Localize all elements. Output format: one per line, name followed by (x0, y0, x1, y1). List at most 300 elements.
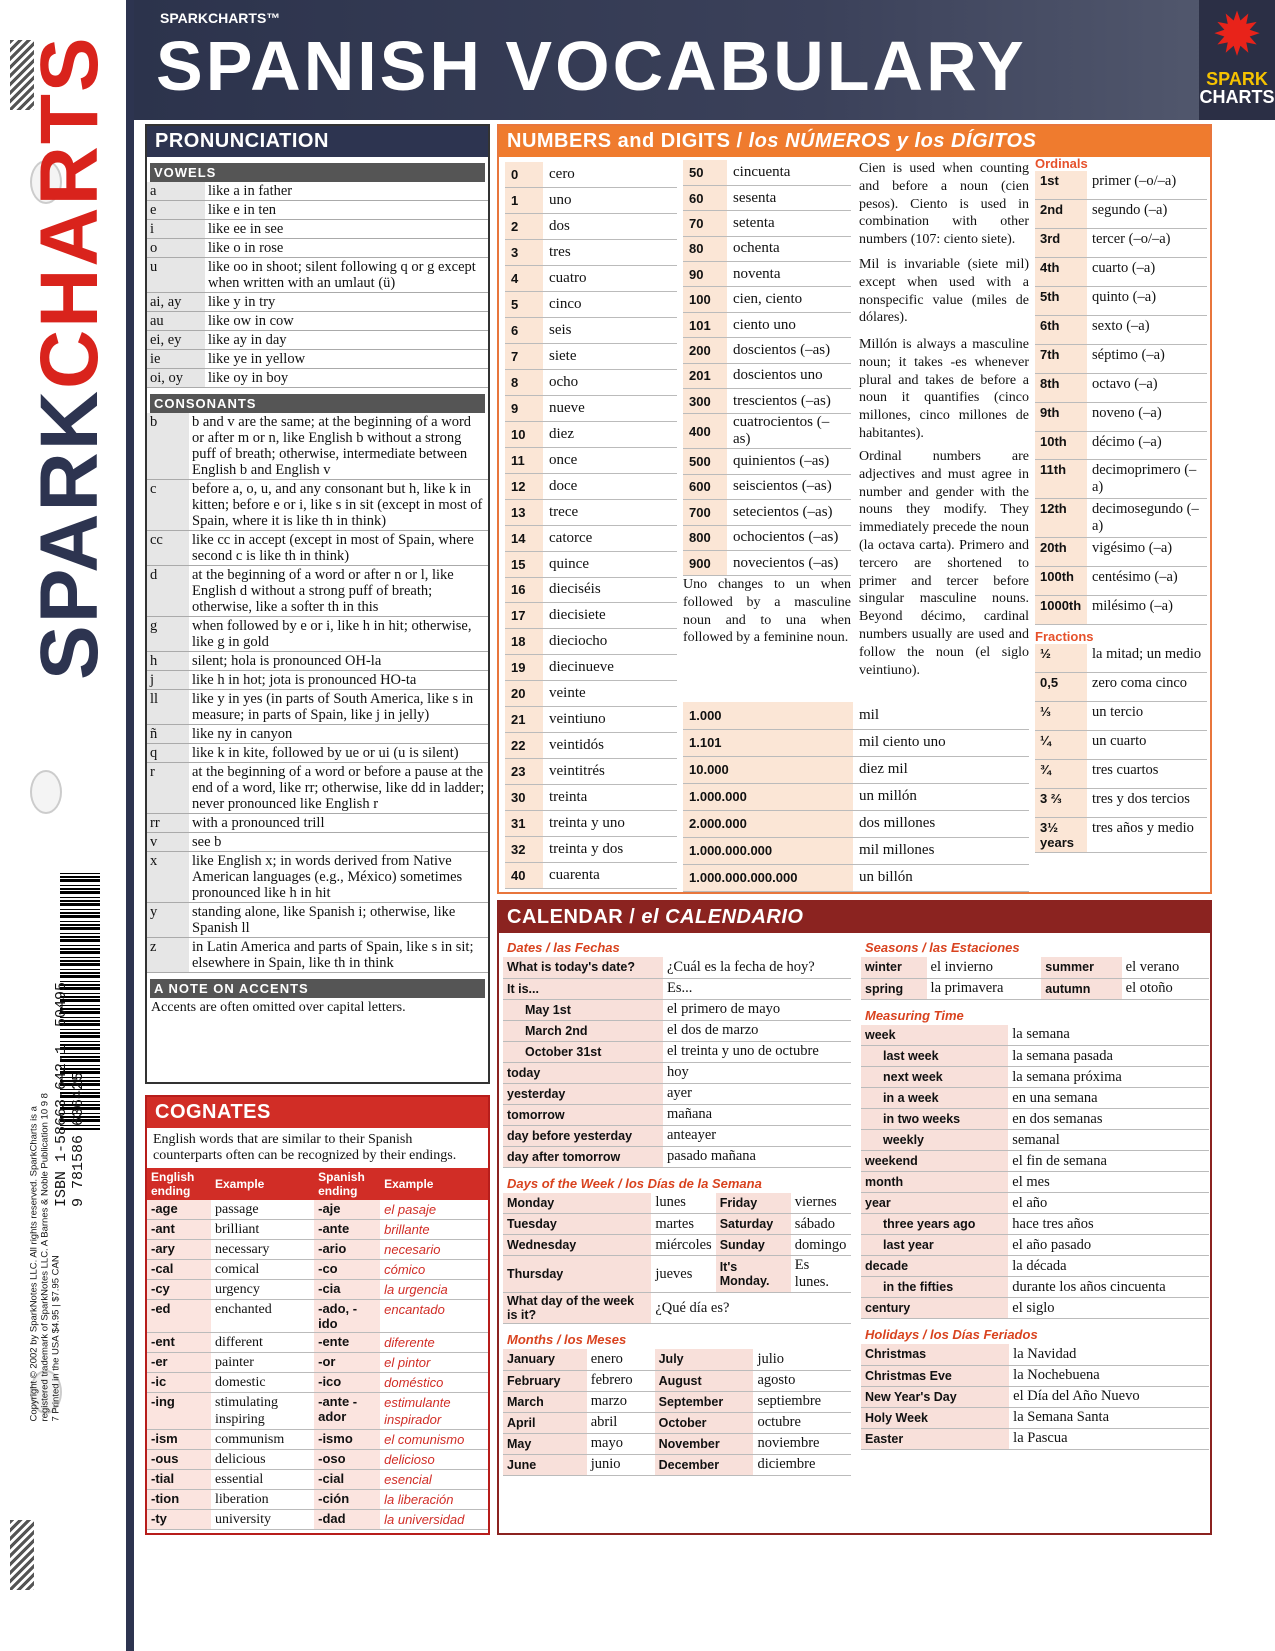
term: 19 (505, 655, 543, 681)
translation: cuatro (543, 266, 677, 292)
column-header: Example (380, 1168, 488, 1200)
term: ll (147, 690, 189, 725)
term: rr (147, 814, 189, 833)
term: ½ (1035, 644, 1087, 673)
dates-table (503, 957, 851, 1168)
translation: once (543, 447, 677, 473)
english-example: different (211, 1333, 314, 1353)
translation: like e in ten (205, 201, 488, 220)
spanish-ending: -cial (314, 1470, 380, 1490)
term: July (655, 1349, 754, 1370)
translation: cuarenta (543, 862, 677, 888)
number-row (505, 162, 677, 188)
translation: la década (1008, 1256, 1209, 1277)
translation: semanal (1008, 1130, 1209, 1151)
term: weekly (861, 1130, 1008, 1151)
spanish-ending: -ente (314, 1333, 380, 1353)
translation: domingo (791, 1235, 851, 1256)
english-ending: -ary (147, 1240, 211, 1260)
cognate-row (147, 1373, 488, 1393)
vertical-brand: SPARKCHARTS (24, 35, 115, 680)
measure-row (861, 1025, 1209, 1046)
large-numbers-table (683, 702, 1029, 892)
term: March (503, 1391, 587, 1412)
spanish-ending: -ante (314, 1220, 380, 1240)
isbn: ISBN 1-58663-642-1 50495 9 781586 636425 (53, 981, 87, 1207)
term: Christmas Eve (861, 1365, 1009, 1386)
fractions-title: Fractions (1035, 629, 1094, 645)
spanish-example: el comunismo (380, 1430, 488, 1450)
translation: sexto (–a) (1087, 315, 1207, 344)
term: au (147, 312, 205, 331)
date-row (503, 999, 851, 1020)
english-ending: -age (147, 1200, 211, 1220)
translation: doscientos uno (727, 363, 851, 388)
term: 101 (683, 312, 727, 337)
translation: quinto (–a) (1087, 287, 1207, 316)
ordinal-row (1035, 315, 1207, 344)
translation: mil millones (853, 837, 1029, 864)
holiday-row (861, 1344, 1209, 1365)
day-row (503, 1256, 851, 1293)
translation: ocho (543, 370, 677, 396)
term: 3½ years (1035, 817, 1087, 852)
number-row (683, 756, 1029, 783)
translation: la mitad; un medio (1087, 644, 1207, 673)
number-row (505, 318, 677, 344)
term: 800 (683, 525, 727, 550)
english-ending: -ing (147, 1393, 211, 1430)
translation: el siglo (1008, 1298, 1209, 1319)
translation: ochocientos (–as) (727, 525, 851, 550)
cognate-row (147, 1240, 488, 1260)
term: 11 (505, 447, 543, 473)
ordinals-panel (1035, 156, 1207, 853)
translation: veintidós (543, 733, 677, 759)
number-row (683, 864, 1029, 891)
term: 0,5 (1035, 673, 1087, 702)
cognates-section (145, 1095, 490, 1535)
term: Holy Week (861, 1407, 1009, 1428)
number-row (683, 262, 851, 287)
translation: tres (543, 240, 677, 266)
cognate-row (147, 1450, 488, 1470)
translation: trece (543, 499, 677, 525)
translation: like y in try (205, 293, 488, 312)
translation: febrero (587, 1370, 655, 1391)
vowel-row (147, 239, 488, 258)
measure-row (861, 1067, 1209, 1088)
number-row (683, 525, 851, 550)
number-row (505, 395, 677, 421)
english-example: domestic (211, 1373, 314, 1393)
translation: julio (753, 1349, 851, 1370)
term: j (147, 671, 189, 690)
spanish-ending: -ción (314, 1490, 380, 1510)
number-row (505, 655, 677, 681)
spine-rule (126, 0, 134, 1651)
logo-text: CHARTS (1199, 87, 1275, 107)
translation: like ny in canyon (189, 725, 488, 744)
spanish-example: encantado (380, 1300, 488, 1333)
number-row (683, 729, 1029, 756)
calendar-section (497, 900, 1212, 1535)
vowels-table (147, 182, 488, 388)
translation: cero (543, 162, 677, 188)
translation: tres y dos tercios (1087, 789, 1207, 818)
translation: el primero de mayo (663, 999, 851, 1020)
ordinal-row (1035, 373, 1207, 402)
translation: at the beginning of a word or after n or l, like English d without a strong puff of breath; otherwise, like a softer th in this (189, 566, 488, 617)
translation: ¿Cuál es la fecha de hoy? (663, 957, 851, 978)
spanish-example: la urgencia (380, 1280, 488, 1300)
translation: el otoño (1122, 978, 1209, 999)
number-row (505, 240, 677, 266)
term: 40 (505, 862, 543, 888)
term: tomorrow (503, 1104, 663, 1125)
number-row (505, 810, 677, 836)
term: 300 (683, 389, 727, 414)
term: What day of the week is it? (503, 1293, 651, 1324)
term: 600 (683, 474, 727, 499)
translation: see b (189, 833, 488, 852)
term: It is... (503, 978, 663, 999)
spanish-ending: -oso (314, 1450, 380, 1470)
term: 10 (505, 421, 543, 447)
consonants-table (147, 413, 488, 973)
ordinal-row (1035, 258, 1207, 287)
term: 2 (505, 214, 543, 240)
term: Sunday (716, 1235, 791, 1256)
subsection-title: A NOTE ON ACCENTS (150, 979, 485, 998)
header (134, 0, 1275, 120)
days-table (503, 1193, 851, 1325)
number-row (683, 236, 851, 261)
term: New Year's Day (861, 1386, 1009, 1407)
translation: el verano (1122, 957, 1209, 978)
translation: octubre (753, 1412, 851, 1433)
number-row (505, 473, 677, 499)
translation: ochenta (727, 236, 851, 261)
term: spring (861, 978, 927, 999)
english-example: comical (211, 1260, 314, 1280)
translation: la semana próxima (1008, 1067, 1209, 1088)
translation: viernes (791, 1193, 851, 1214)
term: ¼ (1035, 731, 1087, 760)
term: oi, oy (147, 369, 205, 388)
translation: tercer (–o/–a) (1087, 229, 1207, 258)
term: Saturday (716, 1214, 791, 1235)
note-cien: Cien is used when counting and before a noun (cien pesos). Ciento is used in combination with other numbers (107: ciento siete). (859, 161, 1029, 248)
term: ¾ (1035, 760, 1087, 789)
translation: siete (543, 344, 677, 370)
translation: ciento uno (727, 312, 851, 337)
term: day before yesterday (503, 1125, 663, 1146)
term: October (655, 1412, 754, 1433)
consonant-row (147, 652, 488, 671)
spanish-ending: -cia (314, 1280, 380, 1300)
term: 6th (1035, 315, 1087, 344)
ordinal-row (1035, 538, 1207, 567)
term: 80 (683, 236, 727, 261)
translation: dieciocho (543, 629, 677, 655)
spanish-example: doméstico (380, 1373, 488, 1393)
number-row (505, 733, 677, 759)
term: It's Monday. (716, 1256, 791, 1293)
english-ending: -ant (147, 1220, 211, 1240)
time-panel (861, 938, 1209, 1450)
translation: un billón (853, 864, 1029, 891)
term: 1.000.000.000 (683, 837, 853, 864)
translation: abril (587, 1412, 655, 1433)
number-row (505, 370, 677, 396)
term: 8 (505, 370, 543, 396)
consonant-row (147, 690, 488, 725)
spanish-example: necesario (380, 1240, 488, 1260)
translation: hace tres años (1008, 1214, 1209, 1235)
consonant-row (147, 480, 488, 531)
term: last year (861, 1235, 1008, 1256)
term: 15 (505, 551, 543, 577)
cognate-row (147, 1430, 488, 1450)
term: 23 (505, 759, 543, 785)
vowel-row (147, 331, 488, 350)
translation: setecientos (–as) (727, 500, 851, 525)
days-title: Days of the Week / los Días de la Semana (507, 1175, 762, 1191)
consonant-row (147, 833, 488, 852)
months-table (503, 1349, 851, 1476)
number-row (683, 160, 851, 185)
translation: silent; hola is pronounced OH-la (189, 652, 488, 671)
term: 3 ⅔ (1035, 789, 1087, 818)
date-row (503, 1083, 851, 1104)
number-row (683, 702, 1029, 729)
number-row (683, 287, 851, 312)
term: 9 (505, 395, 543, 421)
spanish-example: el pintor (380, 1353, 488, 1373)
cognate-row (147, 1200, 488, 1220)
translation: un millón (853, 783, 1029, 810)
spanish-ending: -ante -ador (314, 1393, 380, 1430)
consonant-row (147, 725, 488, 744)
translation: mil ciento uno (853, 729, 1029, 756)
translation: martes (651, 1214, 715, 1235)
measure-row (861, 1109, 1209, 1130)
ordinal-row (1035, 460, 1207, 499)
term: April (503, 1412, 587, 1433)
term: 100th (1035, 567, 1087, 596)
fraction-row (1035, 702, 1207, 731)
translation: quinientos (–as) (727, 449, 851, 474)
translation: uno (543, 188, 677, 214)
term: 3 (505, 240, 543, 266)
translation: la Nochebuena (1009, 1365, 1209, 1386)
term: 1 (505, 188, 543, 214)
term: ⅓ (1035, 702, 1087, 731)
translation: doce (543, 473, 677, 499)
measure-row (861, 1130, 1209, 1151)
term: e (147, 201, 205, 220)
translation: doscientos (–as) (727, 338, 851, 363)
number-row (505, 292, 677, 318)
translation: seis (543, 318, 677, 344)
cognate-row (147, 1510, 488, 1530)
translation: novecientos (–as) (727, 550, 851, 575)
logo-text: SPARK (1206, 69, 1268, 89)
ordinals-title: Ordinals (1035, 156, 1088, 171)
term: ai, ay (147, 293, 205, 312)
translation: ¿Qué día es? (651, 1293, 851, 1324)
translation: décimo (–a) (1087, 431, 1207, 460)
translation: cinco (543, 292, 677, 318)
seasons-title: Seasons / las Estaciones (865, 940, 1020, 955)
term: b (147, 413, 189, 480)
translation: anteayer (663, 1125, 851, 1146)
translation: septiembre (753, 1391, 851, 1412)
term: 20th (1035, 538, 1087, 567)
section-title: NUMBERS and DIGITS / los NÚMEROS y los DÍGITOS (499, 126, 1210, 157)
term: 10.000 (683, 756, 853, 783)
translation: in Latin America and parts of Spain, like s in sit; elsewhere in Spain, like th in think (189, 938, 488, 973)
page-title: SPANISH VOCABULARY (156, 27, 1027, 105)
translation: like a in father (205, 182, 488, 201)
header-brand: SPARKCHARTS™ (160, 10, 281, 26)
translation: like ye in yellow (205, 350, 488, 369)
term: 20 (505, 681, 543, 707)
spanish-ending: -dad (314, 1510, 380, 1530)
term: q (147, 744, 189, 763)
term: 50 (683, 160, 727, 185)
translation: like ee in see (205, 220, 488, 239)
cognates-intro: English words that are similar to their Spanish counterparts often can be recognized by their endings. (153, 1132, 457, 1163)
vowel-row (147, 201, 488, 220)
day-row (503, 1214, 851, 1235)
translation: sesenta (727, 185, 851, 210)
note-ordinal: Ordinal numbers are adjectives and must agree in number and gender with the nouns they modify. They immediately precede the noun (la octava carta). Primero and tercero are shortened to primer and tercer before singular masculine nouns. Beyond décimo, cardinal numbers usually are used and follow the noun (el siglo veintiuno). (859, 449, 1029, 678)
subsection-title: CONSONANTS (150, 394, 485, 413)
term: u (147, 258, 205, 293)
term: z (147, 938, 189, 973)
cognate-row (147, 1220, 488, 1240)
translation: el Día del Año Nuevo (1009, 1386, 1209, 1407)
consonant-row (147, 566, 488, 617)
fractions-table (1035, 644, 1207, 853)
number-row (683, 389, 851, 414)
english-ending: -ous (147, 1450, 211, 1470)
number-row (683, 500, 851, 525)
number-row (505, 785, 677, 811)
term: 14 (505, 525, 543, 551)
binder-hole (30, 770, 62, 814)
translation: like h in hot; jota is pronounced HO-ta (189, 671, 488, 690)
date-row (503, 1020, 851, 1041)
number-row (505, 551, 677, 577)
translation: enero (587, 1349, 655, 1370)
stripe-decoration (10, 1520, 34, 1590)
measure-row (861, 1088, 1209, 1109)
term: 18 (505, 629, 543, 655)
term: Easter (861, 1428, 1009, 1449)
translation: la primavera (927, 978, 1042, 999)
term: 5th (1035, 287, 1087, 316)
translation: like cc in accept (except in most of Spain, where second c is like th in think) (189, 531, 488, 566)
spanish-ending: -ico (314, 1373, 380, 1393)
translation: treinta y uno (543, 810, 677, 836)
english-example: communism (211, 1430, 314, 1450)
english-example: delicious (211, 1450, 314, 1470)
ordinal-row (1035, 344, 1207, 373)
translation: like k in kite, followed by ue or ui (u is silent) (189, 744, 488, 763)
term: day after tomorrow (503, 1146, 663, 1167)
term: 16 (505, 577, 543, 603)
translation: at the beginning of a word or before a pause at the end of a word, like rr; otherwise, like dd in ladder; never pronounced like English r (189, 763, 488, 814)
term: 5 (505, 292, 543, 318)
term: 90 (683, 262, 727, 287)
translation: like y in yes (in parts of South America, like s in measure; in parts of Spain, like j in jelly) (189, 690, 488, 725)
day-row (503, 1235, 851, 1256)
section-title: CALENDAR / el CALENDARIO (499, 902, 1210, 933)
translation: miércoles (651, 1235, 715, 1256)
translation: Es lunes. (791, 1256, 851, 1293)
english-ending: -ism (147, 1430, 211, 1450)
number-row (505, 447, 677, 473)
measure-row (861, 1214, 1209, 1235)
number-row (505, 836, 677, 862)
term: month (861, 1172, 1008, 1193)
translation: sábado (791, 1214, 851, 1235)
number-row (683, 550, 851, 575)
term: ñ (147, 725, 189, 744)
term: weekend (861, 1151, 1008, 1172)
term: Monday (503, 1193, 651, 1214)
term: 4 (505, 266, 543, 292)
number-row (505, 759, 677, 785)
number-row (505, 525, 677, 551)
spanish-example: diferente (380, 1333, 488, 1353)
translation: el año pasado (1008, 1235, 1209, 1256)
term: Wednesday (503, 1235, 651, 1256)
ordinals-table (1035, 171, 1207, 625)
term: 12th (1035, 499, 1087, 538)
dates-panel (503, 938, 851, 1476)
consonant-row (147, 531, 488, 566)
translation: zero coma cinco (1087, 673, 1207, 702)
term: autumn (1041, 978, 1121, 999)
number-row (505, 344, 677, 370)
translation: dos millones (853, 810, 1029, 837)
translation: el año (1008, 1193, 1209, 1214)
term: c (147, 480, 189, 531)
number-row (683, 474, 851, 499)
term: last week (861, 1046, 1008, 1067)
term: 11th (1035, 460, 1087, 499)
translation: with a pronounced trill (189, 814, 488, 833)
term: 4th (1035, 258, 1087, 287)
cognate-row (147, 1333, 488, 1353)
term: January (503, 1349, 587, 1370)
term: 7th (1035, 344, 1087, 373)
translation: séptimo (–a) (1087, 344, 1207, 373)
term: 12 (505, 473, 543, 499)
subsection-title: VOWELS (150, 163, 485, 182)
translation: like oo in shoot; silent following q or g except when written with an umlaut (ü) (205, 258, 488, 293)
numbers-section (497, 124, 1212, 894)
vowel-row (147, 220, 488, 239)
dates-title: Dates / las Fechas (507, 940, 620, 955)
consonant-row (147, 744, 488, 763)
translation: decimosegundo (–a) (1087, 499, 1207, 538)
header-row (147, 1168, 488, 1200)
